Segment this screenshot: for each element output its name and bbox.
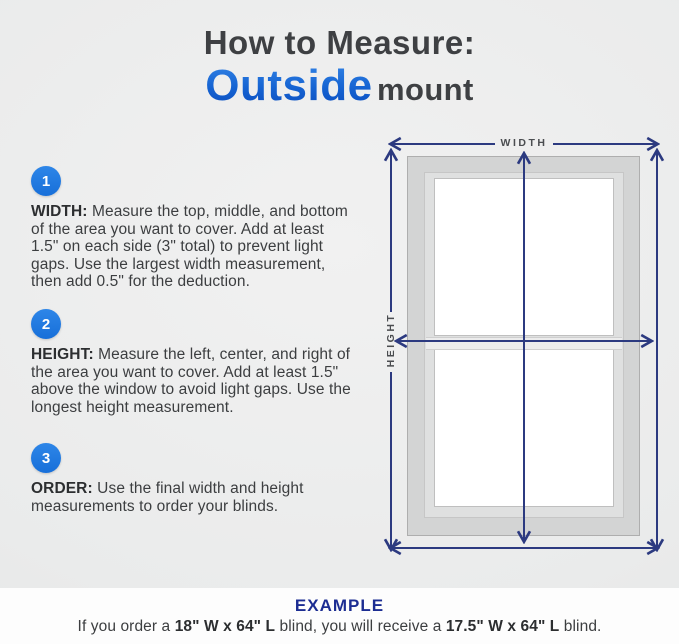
step-1-body: Measure the top, middle, and bottom of the area you want to cover. Add at least 1.5" on each side (3" total) to prevent light gaps. Use the largest width measurement, then add 0.5" for the deduction. [31, 203, 348, 291]
example-suffix: blind. [559, 618, 602, 635]
height-dimension-label: HEIGHT [385, 312, 397, 368]
step-2-body: Measure the left, center, and right of the area you want to cover. Add at least 1.5" above the window to avoid light gaps. Use the longest height measurement. [31, 346, 351, 416]
page-subtitle [0, 63, 679, 119]
step-1-badge: 1 [31, 166, 61, 196]
example-prefix: If you order a [77, 618, 175, 635]
step-width [31, 166, 361, 291]
subtitle-highlight: Outside [205, 61, 373, 110]
step-3-text [31, 480, 353, 515]
step-order [31, 443, 361, 515]
example-received-size: 17.5" W x 64" L [445, 618, 560, 635]
step-2-label: HEIGHT: [31, 346, 94, 363]
page-title: How to Measure: [203, 24, 476, 61]
example-heading: EXAMPLE [294, 596, 385, 615]
step-2-badge: 2 [31, 309, 61, 339]
width-dimension-label: WIDTH [500, 137, 548, 149]
example-section [0, 588, 679, 644]
step-1-label: WIDTH: [31, 203, 88, 220]
step-1-text [31, 203, 353, 291]
step-3-badge: 3 [31, 443, 61, 473]
window-pane-lower [434, 349, 614, 507]
step-height [31, 309, 361, 416]
subtitle-suffix: mount [377, 72, 474, 107]
example-ordered-size: 18" W x 64" L [174, 618, 276, 635]
step-3-label: ORDER: [31, 480, 93, 497]
window-middle-rail [426, 337, 622, 350]
step-2-text [31, 346, 353, 416]
example-middle: blind, you will receive a [275, 618, 446, 635]
header [0, 24, 679, 119]
step-3-body: Use the final width and height measurements to order your blinds. [31, 480, 304, 515]
example-sentence [0, 618, 679, 636]
window-pane-upper [434, 178, 614, 336]
